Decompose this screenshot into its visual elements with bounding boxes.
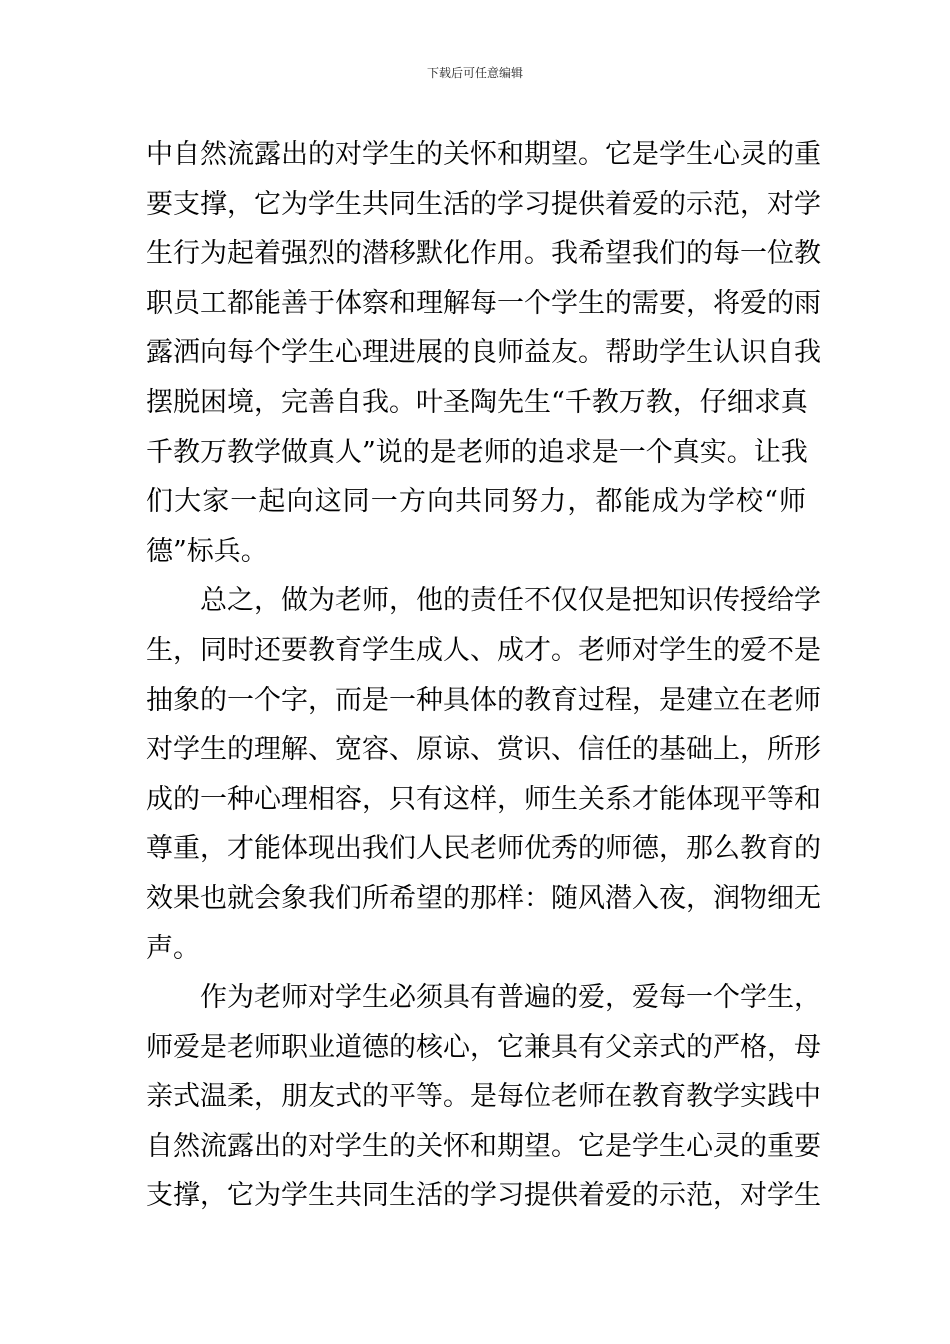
paragraph-1-line-5: 露洒向每个学生心理进展的良师益友。帮助学生认识自我 bbox=[146, 337, 821, 369]
paragraph-2-line-3: 抽象的一个字，而是一种具体的教育过程，是建立在老师 bbox=[146, 684, 821, 716]
paragraph-1-line-9: 德”标兵。 bbox=[146, 535, 268, 567]
paragraph-3-line-1: 作为老师对学生必须具有普遍的爱，爱每一个学生， bbox=[200, 982, 821, 1014]
paragraph-1-line-2: 要支撑，它为学生共同生活的学习提供着爱的示范，对学 bbox=[146, 188, 821, 220]
paragraph-1-line-4: 职员工都能善于体察和理解每一个学生的需要，将爱的雨 bbox=[146, 287, 821, 319]
paragraph-1-line-7: 千教万教学做真人”说的是老师的追求是一个真实。让我 bbox=[146, 436, 808, 468]
paragraph-2-line-7: 效果也就会象我们所希望的那样：随风潜入夜，润物细无 bbox=[146, 882, 821, 914]
paragraph-1-line-6: 摆脱困境，完善自我。叶圣陶先生“千教万教，仔细求真 bbox=[146, 386, 808, 418]
paragraph-1-line-3: 生行为起着强烈的潜移默化作用。我希望我们的每一位教 bbox=[146, 238, 821, 270]
page-header: 下载后可任意编辑 bbox=[426, 66, 523, 80]
paragraph-3-line-5: 支撑，它为学生共同生活的学习提供着爱的示范，对学生 bbox=[146, 1180, 821, 1212]
paragraph-1-line-1: 中自然流露出的对学生的关怀和期望。它是学生心灵的重 bbox=[146, 139, 821, 170]
paragraph-3-line-2: 师爱是老师职业道德的核心，它兼具有父亲式的严格，母 bbox=[146, 1031, 821, 1063]
paragraph-1-line-8: 们大家一起向这同一方向共同努力，都能成为学校“师 bbox=[146, 486, 806, 518]
paragraph-2-line-1: 总之，做为老师，他的责任不仅仅是把知识传授给学 bbox=[200, 585, 821, 617]
paragraph-2-line-6: 尊重，才能体现出我们人民老师优秀的师德，那么教育的 bbox=[146, 833, 821, 865]
paragraph-3-line-3: 亲式温柔，朋友式的平等。是每位老师在教育教学实践中 bbox=[146, 1081, 821, 1113]
paragraph-2-line-2: 生，同时还要教育学生成人、成才。老师对学生的爱不是 bbox=[146, 634, 821, 666]
paragraph-2-line-4: 对学生的理解、宽容、原谅、赏识、信任的基础上，所形 bbox=[146, 734, 821, 766]
body-text bbox=[146, 130, 821, 1221]
paragraph-3-line-4: 自然流露出的对学生的关怀和期望。它是学生心灵的重要 bbox=[146, 1130, 821, 1162]
paragraph-2-line-5: 成的一种心理相容，只有这样，师生关系才能体现平等和 bbox=[146, 783, 821, 815]
paragraph-2-line-8: 声。 bbox=[146, 932, 200, 964]
